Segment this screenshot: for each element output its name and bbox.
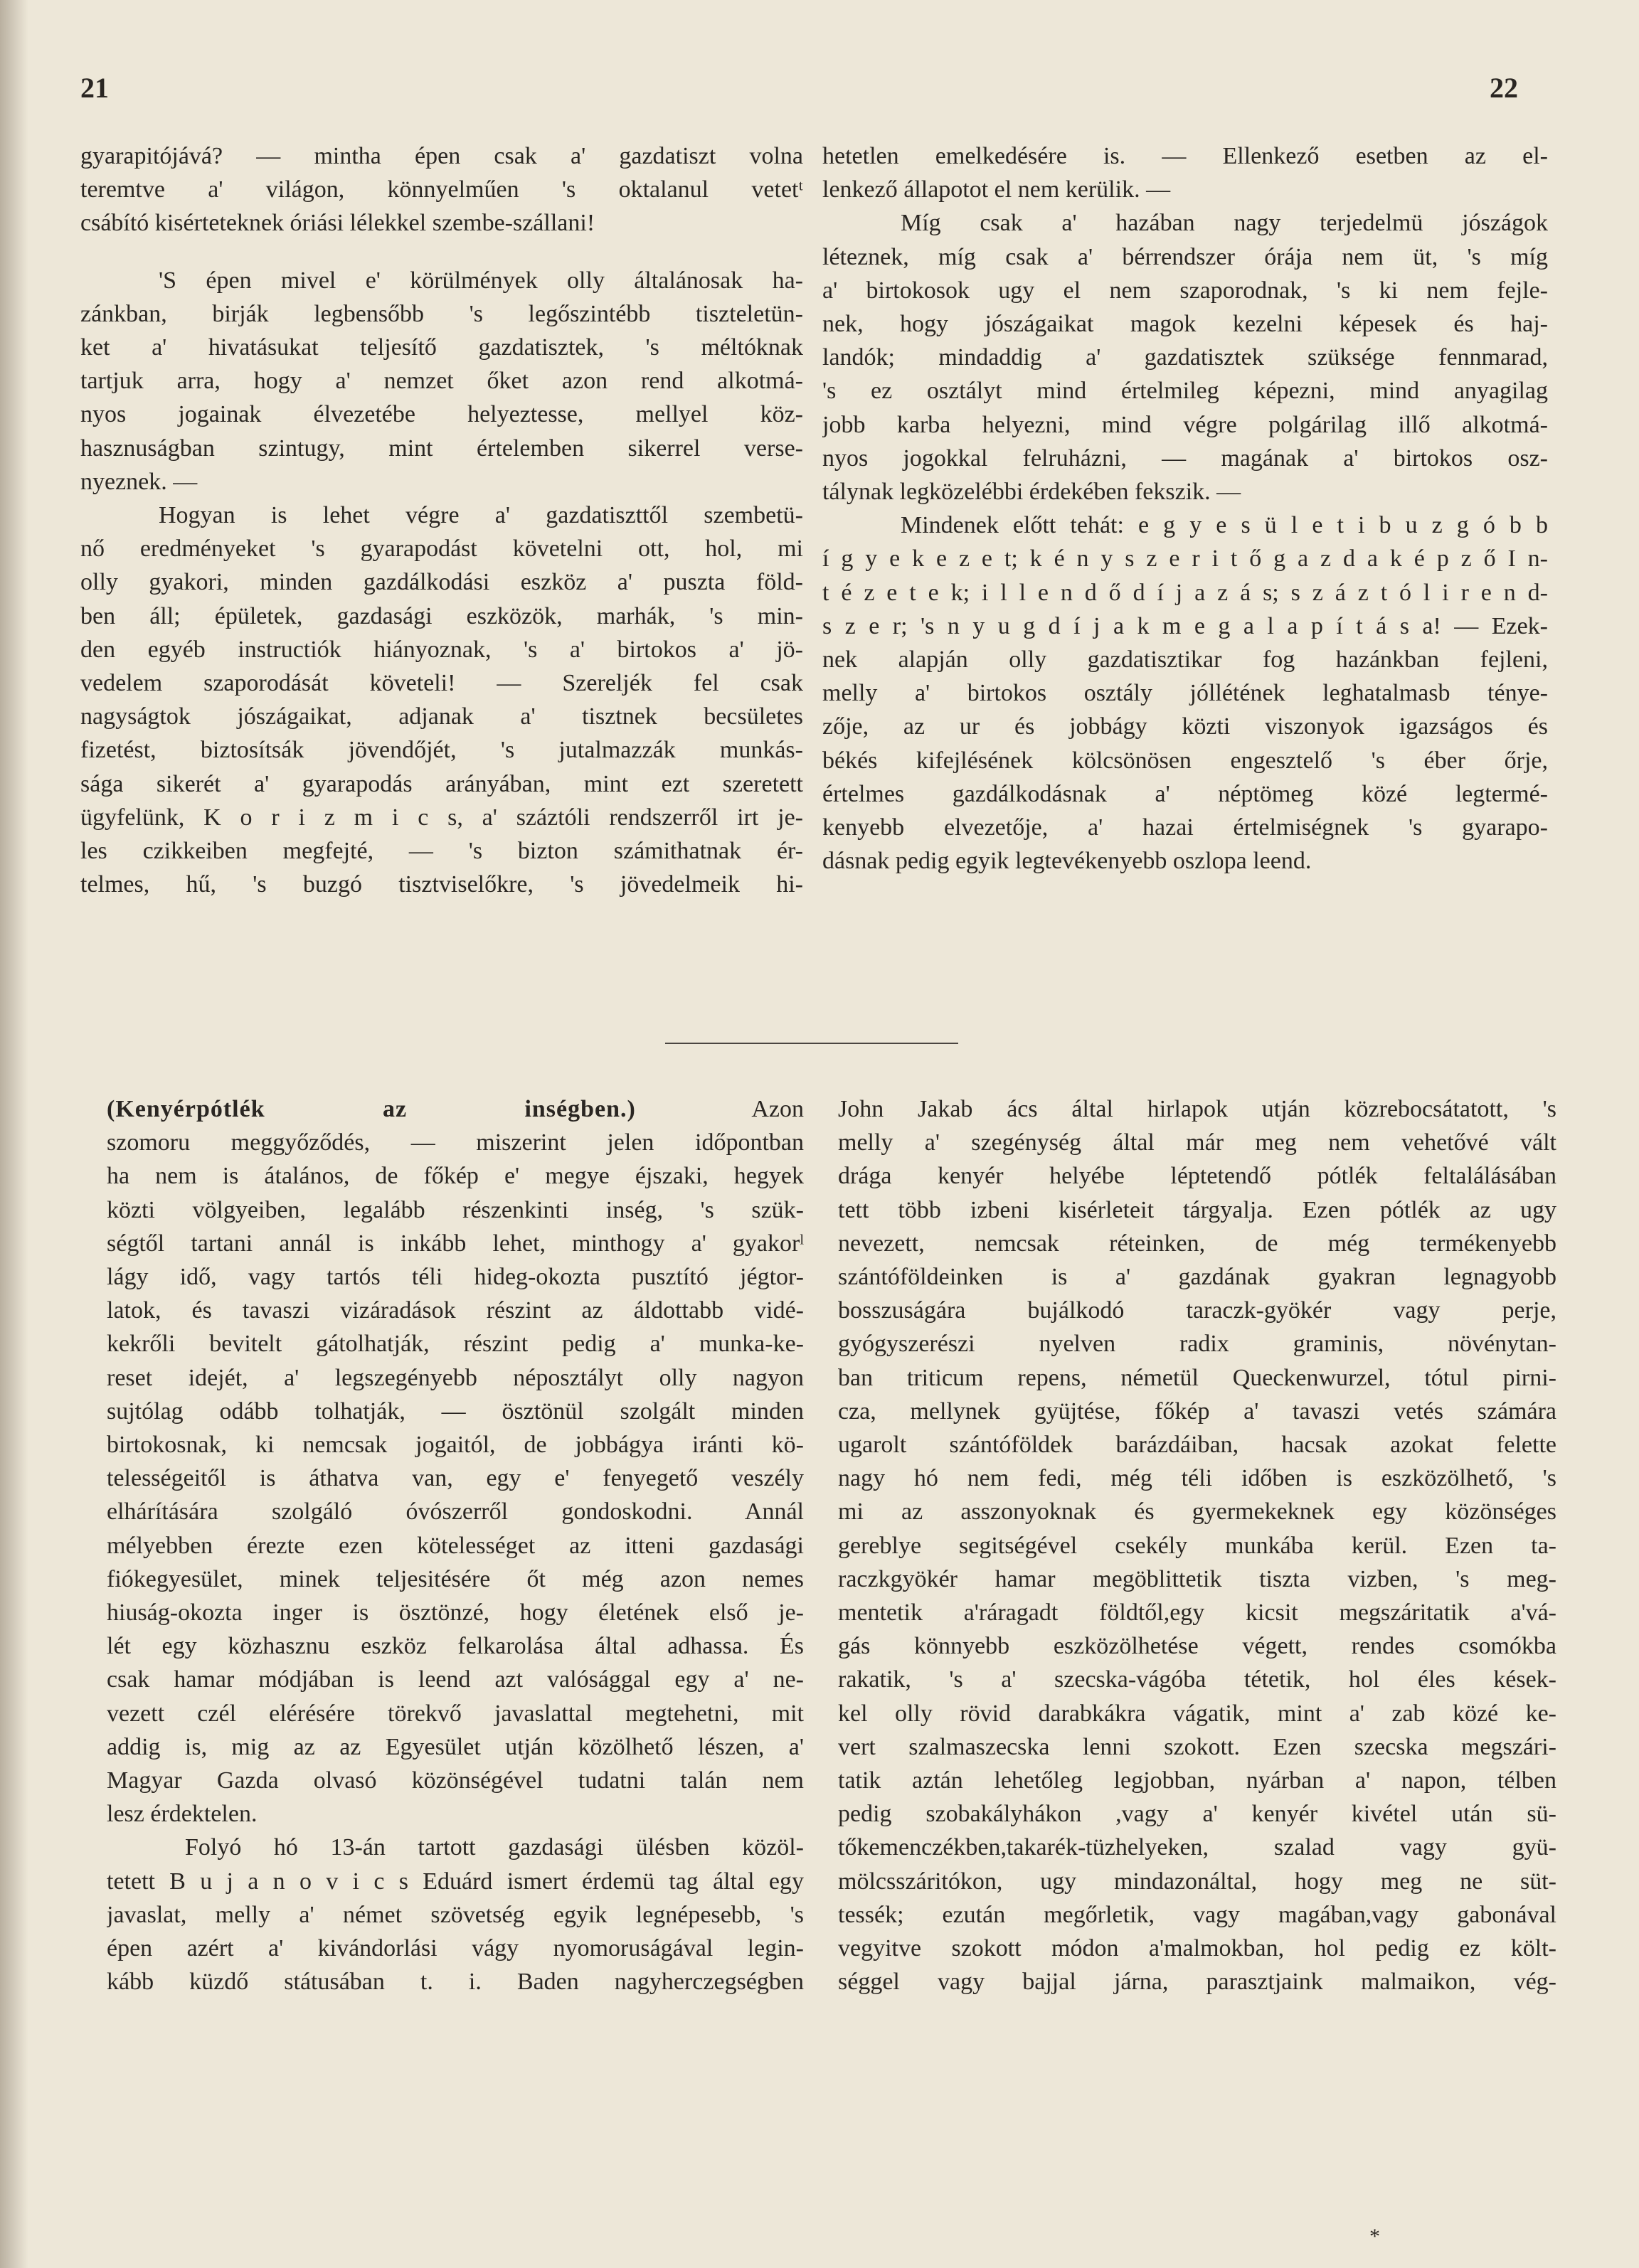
text-line: nek alapján olly gazdatisztikar fog hazánkban fejleni, — [822, 646, 1548, 674]
text-line: t é z e t e k; i l l e n d ő d í j a z á s; s z á z t ó l i r e n d- — [822, 579, 1548, 606]
text-line: kel olly rövid darabkákra vágatik, mint a' zab közé ke- — [838, 1700, 1556, 1727]
text-line: lenkező állapotot el nem kerülik. — — [822, 176, 1171, 203]
text-line: fizetést, biztosítsák jövendőjét, 's jutalmazzák munkás- — [80, 737, 803, 764]
text-line: elhárítására szolgáló óvószerről gondoskodni. Annál — [107, 1498, 804, 1526]
top-left-column — [80, 139, 803, 901]
text-line: zánkban, birják legbensőbb 's legőszintébb tiszteletün- — [80, 300, 803, 327]
article-heading: (Kenyérpótlék az inségben.) — [107, 1096, 636, 1122]
text-line: 's ez osztályt mind értelmileg képezni, mind anyagilag — [822, 378, 1548, 405]
bottom-right-column — [838, 1092, 1556, 1998]
page-spine-shadow — [0, 0, 28, 2268]
text-line: latok, és tavaszi vizáradások részint az áldottabb vidé- — [107, 1297, 804, 1324]
text-line: nyos jogainak élvezetébe helyeztesse, mellyel köz- — [80, 401, 803, 428]
text-line: Folyó hó 13-án tartott gazdasági ülésben közöl- — [185, 1834, 804, 1861]
text-line: nagyságtok jószágaikat, adjanak a' tisztnek becsületes — [80, 703, 803, 730]
article-first-line — [107, 1092, 804, 1126]
text-line: nevezett, nemcsak réteinken, de még termékenyebb — [838, 1230, 1556, 1257]
text-line: nyos jogokkal felruházni, — magának a' birtokos osz- — [822, 444, 1548, 472]
text-line: tessék; ezután megőrletik, vagy magában,vagy gabonával — [838, 1901, 1556, 1928]
text-line: hasznuságban szintugy, mint értelemben sikerrel verse- — [80, 435, 803, 462]
text-line: kább küzdő státusában t. i. Baden nagyherczegségben — [107, 1969, 804, 1996]
text-line: drága kenyér helyébe léptetendő pótlék feltalálásában — [838, 1163, 1556, 1190]
text-line: a' birtokosok ugy el nem szaporodnak, 's ki nem fejle- — [822, 277, 1548, 304]
text-line: Azon — [751, 1096, 804, 1122]
text-line: mi az asszonyoknak és gyermekeknek egy közönséges — [838, 1498, 1556, 1526]
text-line: mölcsszáritókon, ugy mindazonáltal, hogy meg ne süt- — [838, 1868, 1556, 1895]
text-line: ben áll; épületek, gazdasági eszközök, marhák, 's min- — [80, 602, 803, 629]
text-line: ha nem is átalános, de főkép e' megye éjszaki, hegyek — [107, 1163, 804, 1190]
text-line: javaslat, melly a' német szövetség egyik legnépesebb, 's — [107, 1901, 804, 1928]
text-line: reset idejét, a' legszegényebb néposztályt olly nagyon — [107, 1364, 804, 1391]
text-line: gereblye segitségével csekély munkába kerül. Ezen ta- — [838, 1532, 1556, 1559]
text-line: bosszuságára bujálkodó taraczk-gyökér vagy perje, — [838, 1297, 1556, 1324]
text-line: telességeitől is áthatva van, egy e' fenyegető veszély — [107, 1465, 804, 1492]
text-line: fiókegyesület, minek teljesitésére őt még azon nemes — [107, 1565, 804, 1592]
text-line: gyarapitójává? — mintha épen csak a' gazdatiszt volna — [80, 143, 803, 169]
text-line: Míg csak a' hazában nagy terjedelmü jószágok — [901, 210, 1548, 237]
text-line: szomoru meggyőződés, — miszerint jelen időpontban — [107, 1129, 804, 1156]
text-line: John Jakab ács által hirlapok utján közrebocsátatott, 's — [838, 1096, 1556, 1122]
text-line: ket a' hivatásukat teljesítő gazdatisztek, 's méltóknak — [80, 334, 803, 361]
text-line: lágy idő, vagy tartós téli hideg-okozta pusztító jégtor- — [107, 1264, 804, 1291]
text-line: épen azért a' kivándorlási vágy nyomoruságával legin- — [107, 1935, 804, 1962]
text-line: léteznek, míg csak a' bérrendszer órája nem üt, 's míg — [822, 243, 1548, 270]
text-line: birtokosnak, ki nemcsak jogaitól, de jobbágya iránti kö- — [107, 1432, 804, 1459]
text-line: Hogyan is lehet végre a' gazdatiszttől szembetü- — [159, 502, 803, 529]
text-line: hetetlen emelkedésére is. — Ellenkező esetben az el- — [822, 143, 1548, 169]
text-line: közti völgyeiben, legalább részenkinti inség, 's szük- — [107, 1196, 804, 1223]
text-line: tetett B u j a n o v i c s Eduárd ismert érdemü tag által egy — [107, 1868, 804, 1895]
text-line: séggel vagy bajjal járna, parasztjaink malmaikon, vég- — [838, 1969, 1556, 1996]
text-line: csak hamar módjában is leend azt valósággal egy a' ne- — [107, 1666, 804, 1693]
text-line: vezett czél elérésére törekvő javaslattal megtehetni, mit — [107, 1700, 804, 1727]
top-right-column — [822, 139, 1548, 878]
text-line: sujtólag odább tolhatják, — ösztönül szolgált minden — [107, 1397, 804, 1425]
page-number-right: 22 — [1490, 72, 1518, 104]
text-line: addig is, mig az az Egyesület utján közölhető lészen, a' — [107, 1733, 804, 1760]
text-line: jobb karba helyezni, mind végre polgárilag illő alkotmá- — [822, 411, 1548, 438]
text-line: teremtve a' világon, könnyelműen 's oktalanul vetetᵗ — [80, 176, 803, 203]
text-line: cza, mellynek gyüjtése, főkép a' tavaszi vetés számára — [838, 1397, 1556, 1425]
text-line: telmes, hű, 's buzgó tisztviselőkre, 's jövedelmeik hi- — [80, 871, 803, 898]
text-line: kenyebb elvezetője, a' hazai értelmiségnek 's gyarapo- — [822, 814, 1548, 841]
text-line: tett több izbeni kisérleteit tárgyalja. Ezen pótlék az ugy — [838, 1196, 1556, 1223]
text-line: zője, az ur és jobbágy közti viszonyok igazságos és — [822, 713, 1548, 740]
bottom-left-column — [107, 1092, 804, 1998]
text-line: csábító kisérteteknek óriási lélekkel szembe-szállani! — [80, 210, 595, 237]
text-line: tőkemenczékben,takarék-tüzhelyeken, szalad vagy gyü- — [838, 1834, 1556, 1861]
text-line: olly gyakori, minden gazdálkodási eszköz a' puszta föld- — [80, 569, 803, 596]
text-line: nyeznek. — — [80, 468, 198, 495]
text-line: les czikkeiben megfejté, — 's bizton számithatnak ér- — [80, 838, 803, 865]
text-line: pedig szobakályhákon ,vagy a' kenyér kivétel után sü- — [838, 1801, 1556, 1828]
page-number-left: 21 — [80, 72, 109, 104]
text-line: tatik aztán lehetőleg legjobban, nyárban a' napon, télben — [838, 1767, 1556, 1794]
text-line: ban triticum repens, németül Queckenwurzel, tótul pirni- — [838, 1364, 1556, 1391]
text-line: vegyitve szokott módon a'malmokban, hol pedig ez költ- — [838, 1935, 1556, 1962]
text-line: sága sikerét a' gyarapodás arányában, mint ezt szeretett — [80, 770, 803, 797]
text-line: Magyar Gazda olvasó közönségével tudatni talán nem — [107, 1767, 804, 1794]
text-line: gás könnyebb eszközölhetése végett, rendes csomókba — [838, 1633, 1556, 1660]
text-line: tartjuk arra, hogy a' nemzet őket azon rend alkotmá- — [80, 368, 803, 395]
text-line: lesz érdektelen. — [107, 1801, 258, 1828]
text-line: nő eredményeket 's gyarapodást követelni ott, hol, mi — [80, 536, 803, 563]
text-line: Mindenek előtt tehát: e g y e s ü l e t i b u z g ó b b — [901, 512, 1548, 539]
text-line: s z e r; 's n y u g d í j a k m e g a l a p í t á s a! — Ezek- — [822, 612, 1548, 639]
text-line: 'S épen mivel e' körülmények olly általánosak ha- — [159, 267, 803, 294]
text-line: landók; mindaddig a' gazdatisztek szüksége fennmarad, — [822, 344, 1548, 371]
text-line: értelmes gazdálkodásnak a' néptömeg közé legtermé- — [822, 780, 1548, 807]
text-line: békés kifejlésének kölcsönösen engesztelő 's éber őrje, — [822, 747, 1548, 774]
footer-mark: * — [1369, 2225, 1380, 2248]
text-line: dásnak pedig egyik legtevékenyebb oszlopa leend. — [822, 848, 1312, 875]
text-line: gyógyszerészi nyelven radix graminis, növénytan- — [838, 1331, 1556, 1358]
text-line: den egyéb instructiók hiányoznak, 's a' birtokos a' jö- — [80, 636, 803, 663]
text-line: nek, hogy jószágaikat magok kezelni képesek és haj- — [822, 311, 1548, 338]
text-line: ugarolt szántóföldek barázdáiban, hacsak azokat felette — [838, 1432, 1556, 1459]
text-line: mélyebben érezte ezen kötelességet az itteni gazdasági — [107, 1532, 804, 1559]
text-line: vert szalmaszecska lenni szokott. Ezen szecska megszári- — [838, 1733, 1556, 1760]
text-line: ügyfelünk, K o r i z m i c s, a' száztóli rendszerről irt je- — [80, 804, 803, 831]
text-line: kekrőli bevitelt gátolhatják, részint pedig a' munka-ke- — [107, 1331, 804, 1358]
text-line: tálynak legközelébbi érdekében fekszik. — — [822, 479, 1241, 506]
text-line: mentetik a'ráragadt földtől,egy kicsit megszáritatik a'vá- — [838, 1599, 1556, 1627]
text-line: nagy hó nem fedi, még téli időben is eszközölhető, 's — [838, 1465, 1556, 1492]
text-line: í g y e k e z e t; k é n y s z e r i t ő g a z d a k é p z ő I n- — [822, 545, 1548, 573]
text-line: lét egy közhasznu eszköz felkarolása által adhassa. És — [107, 1633, 804, 1660]
text-line: raczkgyökér hamar megöblittetik tiszta vizben, 's meg- — [838, 1565, 1556, 1592]
text-line: rakatik, 's a' szecska-vágóba tétetik, hol éles kések- — [838, 1666, 1556, 1693]
section-divider — [665, 1043, 958, 1044]
text-line: melly a' szegénység által már meg nem vehetővé vált — [838, 1129, 1556, 1156]
text-line: melly a' birtokos osztály jóllétének leghatalmasb ténye- — [822, 680, 1548, 707]
text-line: szántóföldeinken is a' gazdának gyakran legnagyobb — [838, 1264, 1556, 1291]
text-line: ségtől tartani annál is inkább lehet, minthogy a' gyakorˡ — [107, 1230, 804, 1257]
text-line: hiuság-okozta inger is ösztönzé, hogy életének első je- — [107, 1599, 804, 1627]
text-line: vedelem szaporodását követeli! — Szereljék fel csak — [80, 670, 803, 697]
